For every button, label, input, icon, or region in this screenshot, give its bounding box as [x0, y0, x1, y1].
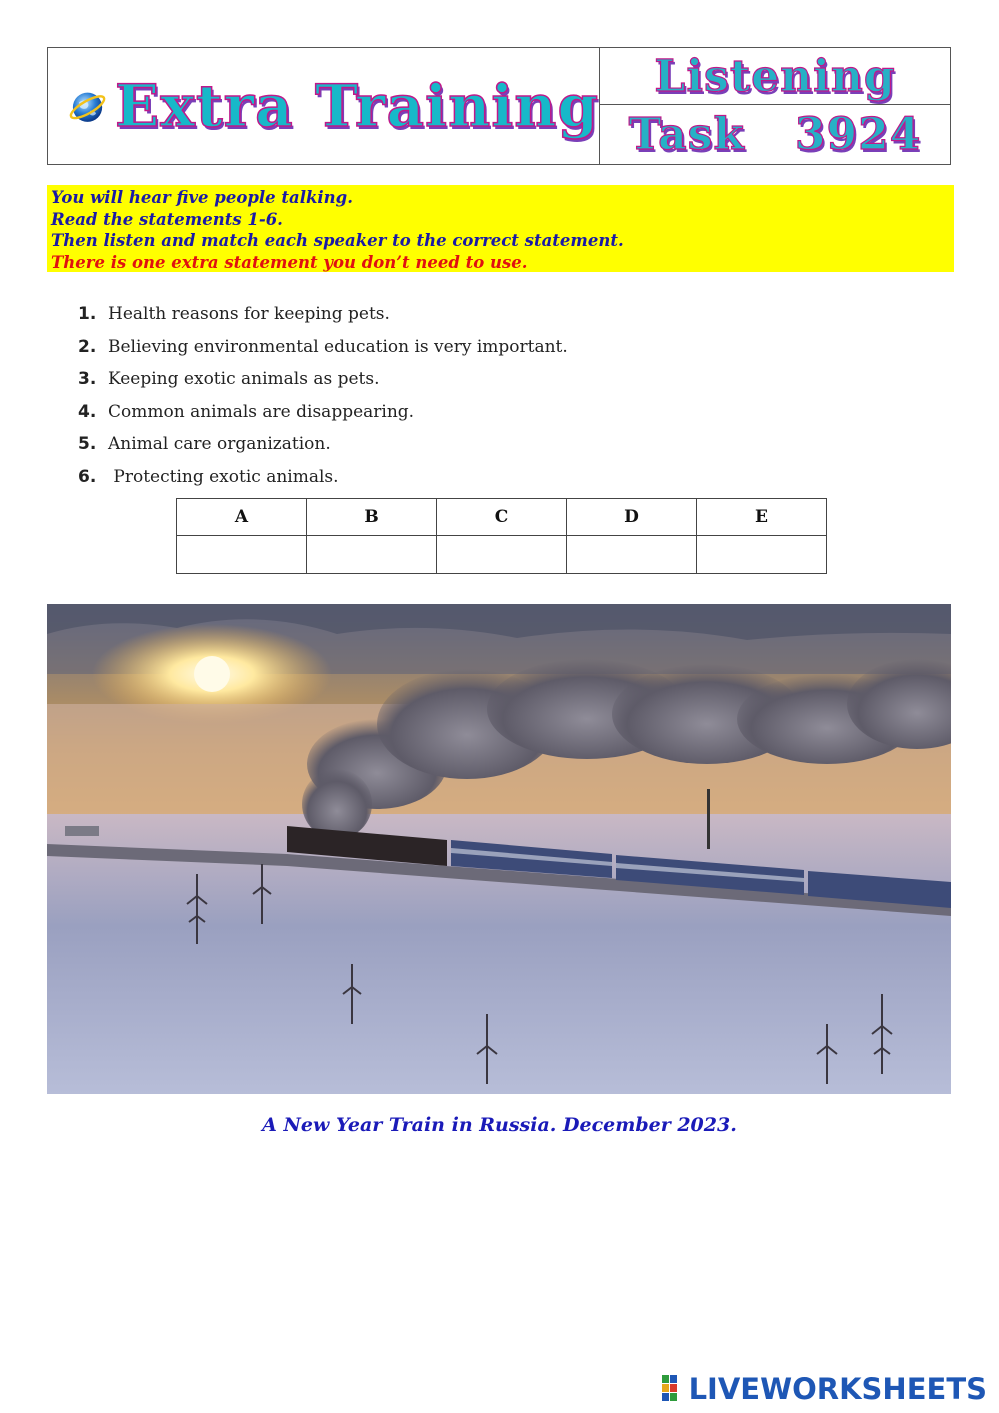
statement-item [78, 367, 568, 400]
statement-item [78, 432, 568, 465]
statement-number: 4. [78, 401, 97, 422]
answer-header-row [177, 499, 827, 536]
instruction-line: Then listen and match each speaker to the correct statement. [51, 231, 624, 250]
section-cell [600, 48, 950, 105]
statement-text: Believing environmental education is very important. [108, 336, 568, 357]
task-cell [600, 48, 950, 164]
answer-input-row [177, 536, 827, 574]
brand-title: Extra Training [115, 72, 599, 140]
statement-list [78, 302, 568, 498]
statement-text: Health reasons for keeping pets. [108, 304, 390, 324]
instruction-line: Read the statements 1-6. [51, 209, 283, 229]
statement-number: 1. [78, 304, 97, 324]
liveworksheets-text: LIVEWORKSHEETS [688, 1372, 987, 1406]
liveworksheets-icon [662, 1375, 686, 1403]
train-photo [47, 604, 951, 1094]
speaker-header-c: C [437, 499, 567, 536]
photo-caption: A New Year Train in Russia. December 2023. [262, 1114, 737, 1136]
statement-text: Animal care organization. [108, 434, 331, 455]
statement-number: 3. [78, 369, 97, 390]
statement-text: Common animals are disappearing. [108, 401, 415, 422]
statement-item [78, 302, 568, 335]
instruction-warning: There is one extra statement you don’t need to use. [51, 252, 528, 272]
brand-cell [48, 48, 600, 164]
speaker-header-a: A [177, 499, 307, 536]
answer-cell-b[interactable] [307, 536, 437, 574]
task-number-cell [600, 105, 950, 164]
task-label: Task [628, 109, 745, 160]
speaker-header-b: B [307, 499, 437, 536]
statement-item [78, 335, 568, 368]
statement-text: Keeping exotic animals as pets. [108, 369, 380, 390]
speaker-header-e: E [697, 499, 827, 536]
statement-text: Protecting exotic animals. [108, 466, 339, 487]
answer-cell-a[interactable] [177, 536, 307, 574]
statement-number: 2. [78, 336, 97, 357]
liveworksheets-logo[interactable] [662, 1372, 987, 1406]
statement-item [78, 400, 568, 433]
answer-cell-d[interactable] [567, 536, 697, 574]
answer-table [176, 498, 827, 574]
speaker-header-d: D [567, 499, 697, 536]
instructions-box [47, 185, 954, 272]
statement-number: 5. [78, 434, 97, 455]
section-title: Listening [654, 50, 896, 102]
answer-cell-e[interactable] [697, 536, 827, 574]
globe-icon [68, 74, 107, 138]
statement-item [78, 465, 568, 498]
worksheet-header [47, 47, 951, 165]
statement-number: 6. [78, 466, 97, 487]
task-number: 3924 [794, 109, 922, 160]
instruction-line: You will hear five people talking. [51, 188, 353, 207]
answer-cell-c[interactable] [437, 536, 567, 574]
